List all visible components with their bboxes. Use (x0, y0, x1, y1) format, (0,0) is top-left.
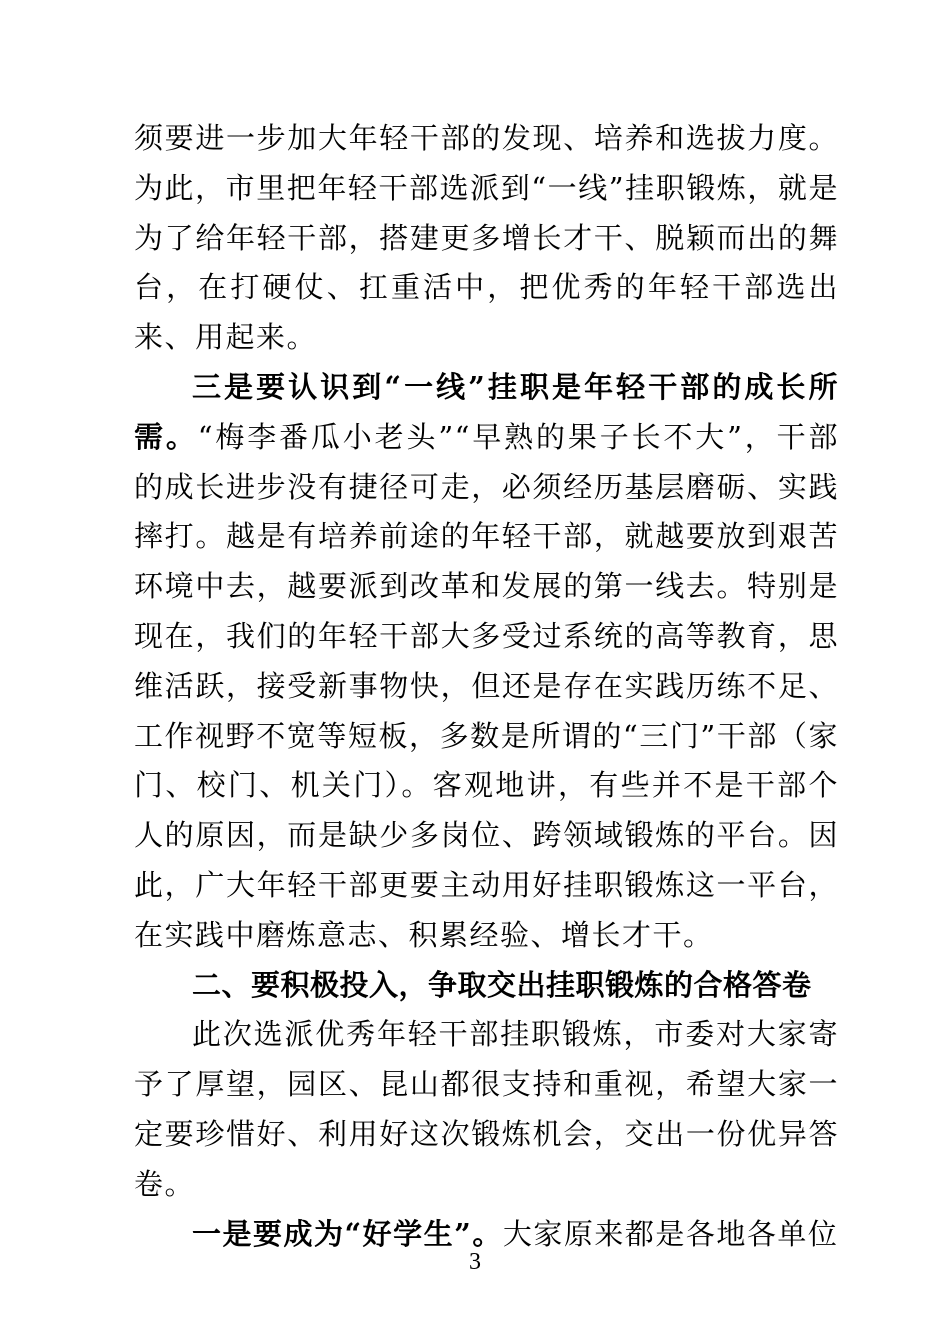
paragraph-bold-lead: 一是要成为“好学生”。 (192, 1216, 503, 1251)
paragraph-selection-purpose (134, 114, 839, 363)
paragraph-point-three (134, 363, 839, 961)
paragraph-text: 大家原来都是各地各单位 (502, 1216, 839, 1251)
page-number: 3 (469, 1249, 481, 1275)
section-heading-two (134, 961, 839, 1011)
document-body (134, 114, 839, 1259)
paragraph-text: 此次选派优秀年轻干部挂职锻炼，市委对大家寄予了厚望，园区、昆山都很支持和重视，希望大家一定要珍惜好、利用好这次锻炼机会，交出一份优异答卷。 (134, 1017, 839, 1201)
paragraph-text: 须要进一步加大年轻干部的发现、培养和选拔力度。为此，市里把年轻干部选派到“一线”挂职锻炼，就是为了给年轻干部，搭建更多增长才干、脱颖而出的舞台，在打硬仗、扛重活中，把优秀的年轻干部选出来、用起来。 (134, 121, 839, 355)
paragraph-bold-lead: 三是要认识到“一线”挂职是年轻干部的成长所需。 (134, 369, 839, 454)
paragraph-expectations (134, 1010, 839, 1209)
paragraph-text: “梅李番瓜小老头”“早熟的果子长不大”，干部的成长进步没有捷径可走，必须经历基层磨砺、实践摔打。越是有培养前途的年轻干部，就越要放到艰苦环境中去，越要派到改革和发展的第一线去。特别是现在，我们的年轻干部大多受过系统的高等教育，思维活跃，接受新事物快，但还是存在实践历练不足、工作视野不宽等短板，多数是所谓的“三门”干部（家门、校门、机关门）。客观地讲，有些并不是干部个人的原因，而是缺少多岗位、跨领域锻炼的平台。因此，广大年轻干部更要主动用好挂职锻炼这一平台，在实践中磨炼意志、积累经验、增长才干。 (134, 419, 839, 952)
section-heading-text: 二、要积极投入，争取交出挂职锻炼的合格答卷 (192, 967, 812, 1002)
